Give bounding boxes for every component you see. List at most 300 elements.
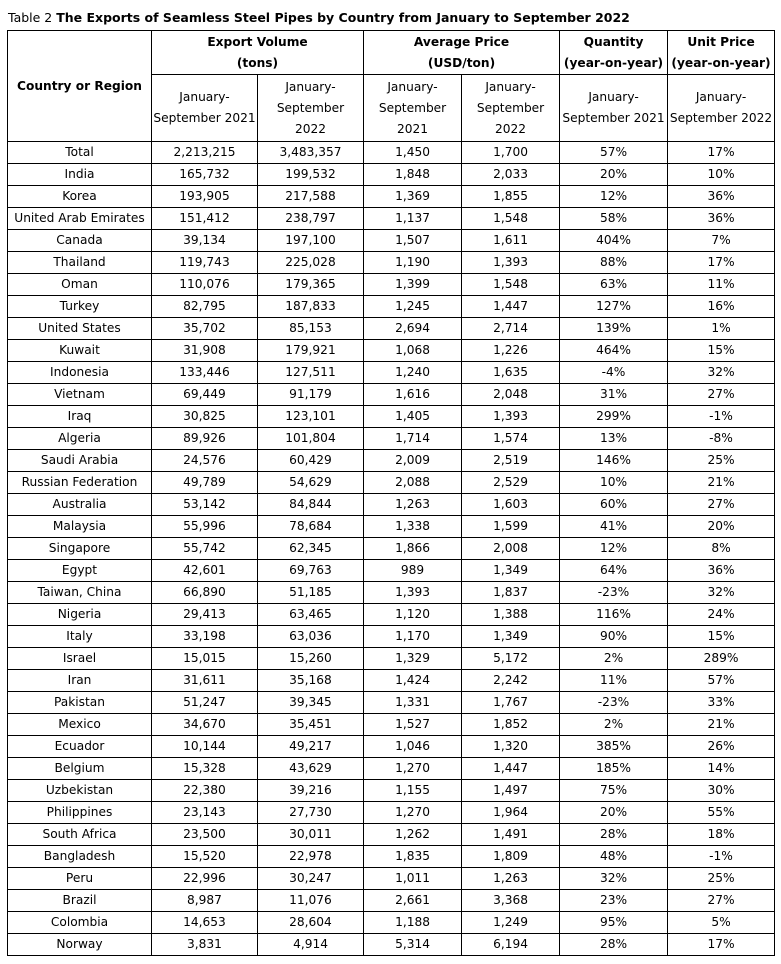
price-2021-cell: 2,694 — [364, 318, 462, 340]
export-2021-cell: 119,743 — [152, 252, 258, 274]
quantity-yoy-cell: 385% — [560, 736, 668, 758]
export-2022-cell: 63,465 — [258, 604, 364, 626]
export-2021-cell: 49,789 — [152, 472, 258, 494]
quantity-yoy-cell: 48% — [560, 846, 668, 868]
export-2022-cell: 127,511 — [258, 362, 364, 384]
country-cell: Iraq — [8, 406, 152, 428]
unit-price-yoy-cell: 33% — [668, 692, 775, 714]
header-country: Country or Region — [8, 31, 152, 142]
export-2022-cell: 35,168 — [258, 670, 364, 692]
price-2021-cell: 1,393 — [364, 582, 462, 604]
price-2022-cell: 2,519 — [462, 450, 560, 472]
export-2021-cell: 55,996 — [152, 516, 258, 538]
table-row — [8, 164, 775, 186]
price-2022-cell: 2,008 — [462, 538, 560, 560]
table-row — [8, 780, 775, 802]
export-2022-cell: 4,914 — [258, 934, 364, 956]
quantity-yoy-cell: 20% — [560, 802, 668, 824]
country-cell: Saudi Arabia — [8, 450, 152, 472]
table-caption — [8, 8, 630, 28]
quantity-yoy-cell: -23% — [560, 582, 668, 604]
export-2022-cell: 197,100 — [258, 230, 364, 252]
table-row — [8, 714, 775, 736]
country-cell: Peru — [8, 868, 152, 890]
export-2021-cell: 89,926 — [152, 428, 258, 450]
export-2022-cell: 54,629 — [258, 472, 364, 494]
unit-price-yoy-cell: 8% — [668, 538, 775, 560]
header-export-volume: Export Volume (tons) — [152, 31, 364, 75]
table-row — [8, 626, 775, 648]
subheader-unit-price: January- September 2022 — [668, 75, 775, 142]
country-cell: Oman — [8, 274, 152, 296]
price-2022-cell: 1,700 — [462, 142, 560, 164]
price-2021-cell: 1,240 — [364, 362, 462, 384]
table-row — [8, 362, 775, 384]
quantity-yoy-cell: 60% — [560, 494, 668, 516]
price-2022-cell: 1,249 — [462, 912, 560, 934]
export-2021-cell: 10,144 — [152, 736, 258, 758]
table-row — [8, 890, 775, 912]
export-2022-cell: 238,797 — [258, 208, 364, 230]
export-2022-cell: 85,153 — [258, 318, 364, 340]
table-row — [8, 494, 775, 516]
price-2021-cell: 2,088 — [364, 472, 462, 494]
table-row — [8, 560, 775, 582]
price-2022-cell: 2,714 — [462, 318, 560, 340]
unit-price-yoy-cell: 289% — [668, 648, 775, 670]
price-2022-cell: 1,447 — [462, 758, 560, 780]
unit-price-yoy-cell: 21% — [668, 472, 775, 494]
export-2022-cell: 60,429 — [258, 450, 364, 472]
quantity-yoy-cell: 58% — [560, 208, 668, 230]
unit-price-yoy-cell: 1% — [668, 318, 775, 340]
table-row — [8, 450, 775, 472]
price-2021-cell: 1,338 — [364, 516, 462, 538]
price-2021-cell: 1,188 — [364, 912, 462, 934]
table-row — [8, 912, 775, 934]
price-2022-cell: 1,574 — [462, 428, 560, 450]
price-2022-cell: 1,497 — [462, 780, 560, 802]
quantity-yoy-cell: 127% — [560, 296, 668, 318]
price-2022-cell: 6,194 — [462, 934, 560, 956]
export-2021-cell: 34,670 — [152, 714, 258, 736]
unit-price-yoy-cell: -8% — [668, 428, 775, 450]
export-2021-cell: 29,413 — [152, 604, 258, 626]
export-2021-cell: 42,601 — [152, 560, 258, 582]
unit-price-yoy-cell: -1% — [668, 406, 775, 428]
country-cell: Mexico — [8, 714, 152, 736]
quantity-yoy-cell: 12% — [560, 538, 668, 560]
country-cell: Australia — [8, 494, 152, 516]
country-cell: Vietnam — [8, 384, 152, 406]
table-row — [8, 142, 775, 164]
price-2022-cell: 1,548 — [462, 208, 560, 230]
country-cell: Algeria — [8, 428, 152, 450]
table-row — [8, 934, 775, 956]
export-2022-cell: 179,921 — [258, 340, 364, 362]
table-row — [8, 538, 775, 560]
quantity-yoy-cell: 2% — [560, 714, 668, 736]
subheader-quantity: January- September 2021 — [560, 75, 668, 142]
price-2022-cell: 2,529 — [462, 472, 560, 494]
quantity-yoy-cell: 64% — [560, 560, 668, 582]
price-2022-cell: 1,635 — [462, 362, 560, 384]
quantity-yoy-cell: 2% — [560, 648, 668, 670]
country-cell: Israel — [8, 648, 152, 670]
export-2021-cell: 39,134 — [152, 230, 258, 252]
unit-price-yoy-cell: 25% — [668, 450, 775, 472]
price-2021-cell: 1,170 — [364, 626, 462, 648]
quantity-yoy-cell: 12% — [560, 186, 668, 208]
price-2022-cell: 1,349 — [462, 626, 560, 648]
export-2022-cell: 91,179 — [258, 384, 364, 406]
table-row — [8, 340, 775, 362]
export-2021-cell: 3,831 — [152, 934, 258, 956]
unit-price-yoy-cell: 17% — [668, 934, 775, 956]
price-2021-cell: 1,270 — [364, 758, 462, 780]
quantity-yoy-cell: 88% — [560, 252, 668, 274]
country-cell: Philippines — [8, 802, 152, 824]
export-2021-cell: 51,247 — [152, 692, 258, 714]
export-2022-cell: 43,629 — [258, 758, 364, 780]
country-cell: Iran — [8, 670, 152, 692]
unit-price-yoy-cell: 57% — [668, 670, 775, 692]
quantity-yoy-cell: 90% — [560, 626, 668, 648]
export-2022-cell: 179,365 — [258, 274, 364, 296]
unit-price-yoy-cell: 32% — [668, 362, 775, 384]
unit-price-yoy-cell: -1% — [668, 846, 775, 868]
price-2021-cell: 1,399 — [364, 274, 462, 296]
quantity-yoy-cell: 13% — [560, 428, 668, 450]
price-2021-cell: 1,424 — [364, 670, 462, 692]
quantity-yoy-cell: 28% — [560, 824, 668, 846]
price-2022-cell: 1,809 — [462, 846, 560, 868]
export-2021-cell: 8,987 — [152, 890, 258, 912]
unit-price-yoy-cell: 36% — [668, 208, 775, 230]
unit-price-yoy-cell: 32% — [668, 582, 775, 604]
quantity-yoy-cell: 41% — [560, 516, 668, 538]
price-2021-cell: 1,616 — [364, 384, 462, 406]
export-2022-cell: 69,763 — [258, 560, 364, 582]
export-2022-cell: 30,247 — [258, 868, 364, 890]
export-2021-cell: 23,500 — [152, 824, 258, 846]
subheader-export-2021: January- September 2021 — [152, 75, 258, 142]
export-2021-cell: 15,520 — [152, 846, 258, 868]
export-2021-cell: 35,702 — [152, 318, 258, 340]
table-row — [8, 802, 775, 824]
price-2022-cell: 5,172 — [462, 648, 560, 670]
export-2021-cell: 53,142 — [152, 494, 258, 516]
price-2022-cell: 1,393 — [462, 252, 560, 274]
price-2021-cell: 2,661 — [364, 890, 462, 912]
country-cell: Total — [8, 142, 152, 164]
country-cell: Ecuador — [8, 736, 152, 758]
price-2022-cell: 2,033 — [462, 164, 560, 186]
table-row — [8, 604, 775, 626]
country-cell: Nigeria — [8, 604, 152, 626]
price-2021-cell: 1,262 — [364, 824, 462, 846]
quantity-yoy-cell: 464% — [560, 340, 668, 362]
unit-price-yoy-cell: 55% — [668, 802, 775, 824]
price-2021-cell: 1,270 — [364, 802, 462, 824]
export-2022-cell: 187,833 — [258, 296, 364, 318]
export-2022-cell: 217,588 — [258, 186, 364, 208]
exports-table — [7, 30, 775, 956]
table-row — [8, 824, 775, 846]
export-2021-cell: 82,795 — [152, 296, 258, 318]
unit-price-yoy-cell: 27% — [668, 494, 775, 516]
subheader-export-2022: January- September 2022 — [258, 75, 364, 142]
price-2022-cell: 3,368 — [462, 890, 560, 912]
unit-price-yoy-cell: 30% — [668, 780, 775, 802]
export-2021-cell: 110,076 — [152, 274, 258, 296]
unit-price-yoy-cell: 14% — [668, 758, 775, 780]
price-2021-cell: 1,527 — [364, 714, 462, 736]
price-2021-cell: 1,120 — [364, 604, 462, 626]
price-2022-cell: 1,767 — [462, 692, 560, 714]
export-2022-cell: 22,978 — [258, 846, 364, 868]
price-2022-cell: 1,226 — [462, 340, 560, 362]
export-2021-cell: 66,890 — [152, 582, 258, 604]
export-2022-cell: 49,217 — [258, 736, 364, 758]
table-row — [8, 582, 775, 604]
export-2021-cell: 31,611 — [152, 670, 258, 692]
unit-price-yoy-cell: 27% — [668, 384, 775, 406]
price-2022-cell: 2,048 — [462, 384, 560, 406]
export-2022-cell: 39,216 — [258, 780, 364, 802]
unit-price-yoy-cell: 15% — [668, 626, 775, 648]
country-cell: Taiwan, China — [8, 582, 152, 604]
caption-title: The Exports of Seamless Steel Pipes by Country from January to September 2022 — [56, 10, 630, 25]
unit-price-yoy-cell: 5% — [668, 912, 775, 934]
price-2021-cell: 1,011 — [364, 868, 462, 890]
quantity-yoy-cell: 95% — [560, 912, 668, 934]
country-cell: United States — [8, 318, 152, 340]
export-2021-cell: 15,015 — [152, 648, 258, 670]
unit-price-yoy-cell: 25% — [668, 868, 775, 890]
price-2021-cell: 1,450 — [364, 142, 462, 164]
unit-price-yoy-cell: 7% — [668, 230, 775, 252]
country-cell: India — [8, 164, 152, 186]
header-quantity: Quantity (year-on-year) — [560, 31, 668, 75]
price-2022-cell: 1,263 — [462, 868, 560, 890]
export-2022-cell: 62,345 — [258, 538, 364, 560]
unit-price-yoy-cell: 21% — [668, 714, 775, 736]
country-cell: Russian Federation — [8, 472, 152, 494]
quantity-yoy-cell: 139% — [560, 318, 668, 340]
table-row — [8, 230, 775, 252]
price-2021-cell: 1,331 — [364, 692, 462, 714]
quantity-yoy-cell: 63% — [560, 274, 668, 296]
country-cell: Uzbekistan — [8, 780, 152, 802]
price-2021-cell: 1,263 — [364, 494, 462, 516]
table-row — [8, 296, 775, 318]
price-2022-cell: 1,393 — [462, 406, 560, 428]
unit-price-yoy-cell: 17% — [668, 142, 775, 164]
table-row — [8, 208, 775, 230]
export-2022-cell: 30,011 — [258, 824, 364, 846]
price-2022-cell: 1,447 — [462, 296, 560, 318]
quantity-yoy-cell: -23% — [560, 692, 668, 714]
export-2021-cell: 22,996 — [152, 868, 258, 890]
country-cell: Korea — [8, 186, 152, 208]
country-cell: Egypt — [8, 560, 152, 582]
table-row — [8, 274, 775, 296]
price-2021-cell: 1,405 — [364, 406, 462, 428]
table-row — [8, 758, 775, 780]
country-cell: Belgium — [8, 758, 152, 780]
quantity-yoy-cell: 185% — [560, 758, 668, 780]
export-2021-cell: 69,449 — [152, 384, 258, 406]
export-2021-cell: 165,732 — [152, 164, 258, 186]
price-2021-cell: 1,190 — [364, 252, 462, 274]
table-row — [8, 516, 775, 538]
table-row — [8, 406, 775, 428]
country-cell: Bangladesh — [8, 846, 152, 868]
price-2021-cell: 1,155 — [364, 780, 462, 802]
price-2022-cell: 1,852 — [462, 714, 560, 736]
price-2022-cell: 2,242 — [462, 670, 560, 692]
header-unit-price: Unit Price (year-on-year) — [668, 31, 775, 75]
table-body — [8, 142, 775, 956]
export-2022-cell: 123,101 — [258, 406, 364, 428]
country-cell: Turkey — [8, 296, 152, 318]
export-2022-cell: 28,604 — [258, 912, 364, 934]
export-2022-cell: 39,345 — [258, 692, 364, 714]
unit-price-yoy-cell: 20% — [668, 516, 775, 538]
price-2021-cell: 1,714 — [364, 428, 462, 450]
price-2021-cell: 1,245 — [364, 296, 462, 318]
export-2021-cell: 15,328 — [152, 758, 258, 780]
price-2021-cell: 989 — [364, 560, 462, 582]
price-2021-cell: 2,009 — [364, 450, 462, 472]
country-cell: Pakistan — [8, 692, 152, 714]
unit-price-yoy-cell: 26% — [668, 736, 775, 758]
quantity-yoy-cell: 75% — [560, 780, 668, 802]
export-2022-cell: 11,076 — [258, 890, 364, 912]
export-2022-cell: 78,684 — [258, 516, 364, 538]
country-cell: Malaysia — [8, 516, 152, 538]
export-2022-cell: 35,451 — [258, 714, 364, 736]
unit-price-yoy-cell: 17% — [668, 252, 775, 274]
country-cell: Singapore — [8, 538, 152, 560]
export-2021-cell: 2,213,215 — [152, 142, 258, 164]
export-2022-cell: 225,028 — [258, 252, 364, 274]
export-2021-cell: 31,908 — [152, 340, 258, 362]
export-2021-cell: 23,143 — [152, 802, 258, 824]
price-2022-cell: 1,611 — [462, 230, 560, 252]
quantity-yoy-cell: 116% — [560, 604, 668, 626]
unit-price-yoy-cell: 18% — [668, 824, 775, 846]
table-row — [8, 186, 775, 208]
price-2022-cell: 1,491 — [462, 824, 560, 846]
export-2022-cell: 27,730 — [258, 802, 364, 824]
price-2021-cell: 1,046 — [364, 736, 462, 758]
table-row — [8, 252, 775, 274]
quantity-yoy-cell: 31% — [560, 384, 668, 406]
export-2022-cell: 101,804 — [258, 428, 364, 450]
table-row — [8, 868, 775, 890]
country-cell: Canada — [8, 230, 152, 252]
country-cell: Indonesia — [8, 362, 152, 384]
table-row — [8, 428, 775, 450]
price-2022-cell: 1,599 — [462, 516, 560, 538]
price-2021-cell: 1,068 — [364, 340, 462, 362]
subheader-price-2022: January- September 2022 — [462, 75, 560, 142]
price-2021-cell: 1,835 — [364, 846, 462, 868]
export-2022-cell: 51,185 — [258, 582, 364, 604]
country-cell: United Arab Emirates — [8, 208, 152, 230]
quantity-yoy-cell: 146% — [560, 450, 668, 472]
country-cell: South Africa — [8, 824, 152, 846]
unit-price-yoy-cell: 10% — [668, 164, 775, 186]
price-2022-cell: 1,388 — [462, 604, 560, 626]
price-2022-cell: 1,320 — [462, 736, 560, 758]
table-row — [8, 384, 775, 406]
unit-price-yoy-cell: 11% — [668, 274, 775, 296]
price-2022-cell: 1,837 — [462, 582, 560, 604]
price-2022-cell: 1,855 — [462, 186, 560, 208]
export-2021-cell: 14,653 — [152, 912, 258, 934]
price-2021-cell: 5,314 — [364, 934, 462, 956]
caption-prefix: Table 2 — [8, 10, 57, 25]
country-cell: Kuwait — [8, 340, 152, 362]
table-row — [8, 846, 775, 868]
quantity-yoy-cell: 28% — [560, 934, 668, 956]
table-row — [8, 318, 775, 340]
unit-price-yoy-cell: 16% — [668, 296, 775, 318]
country-cell: Colombia — [8, 912, 152, 934]
export-2021-cell: 22,380 — [152, 780, 258, 802]
quantity-yoy-cell: 11% — [560, 670, 668, 692]
export-2021-cell: 33,198 — [152, 626, 258, 648]
export-2022-cell: 199,532 — [258, 164, 364, 186]
export-2021-cell: 30,825 — [152, 406, 258, 428]
quantity-yoy-cell: 10% — [560, 472, 668, 494]
unit-price-yoy-cell: 15% — [668, 340, 775, 362]
table-row — [8, 472, 775, 494]
table-row — [8, 736, 775, 758]
country-cell: Brazil — [8, 890, 152, 912]
export-2022-cell: 63,036 — [258, 626, 364, 648]
price-2021-cell: 1,848 — [364, 164, 462, 186]
export-2021-cell: 55,742 — [152, 538, 258, 560]
quantity-yoy-cell: 23% — [560, 890, 668, 912]
quantity-yoy-cell: 404% — [560, 230, 668, 252]
export-2022-cell: 84,844 — [258, 494, 364, 516]
export-2021-cell: 151,412 — [152, 208, 258, 230]
table-row — [8, 692, 775, 714]
quantity-yoy-cell: 57% — [560, 142, 668, 164]
unit-price-yoy-cell: 36% — [668, 560, 775, 582]
header-average-price: Average Price (USD/ton) — [364, 31, 560, 75]
quantity-yoy-cell: 32% — [560, 868, 668, 890]
price-2021-cell: 1,866 — [364, 538, 462, 560]
table-row — [8, 670, 775, 692]
unit-price-yoy-cell: 24% — [668, 604, 775, 626]
quantity-yoy-cell: -4% — [560, 362, 668, 384]
table-row — [8, 648, 775, 670]
quantity-yoy-cell: 299% — [560, 406, 668, 428]
price-2021-cell: 1,507 — [364, 230, 462, 252]
quantity-yoy-cell: 20% — [560, 164, 668, 186]
price-2022-cell: 1,349 — [462, 560, 560, 582]
export-2022-cell: 15,260 — [258, 648, 364, 670]
price-2022-cell: 1,548 — [462, 274, 560, 296]
country-cell: Italy — [8, 626, 152, 648]
price-2022-cell: 1,964 — [462, 802, 560, 824]
price-2021-cell: 1,369 — [364, 186, 462, 208]
